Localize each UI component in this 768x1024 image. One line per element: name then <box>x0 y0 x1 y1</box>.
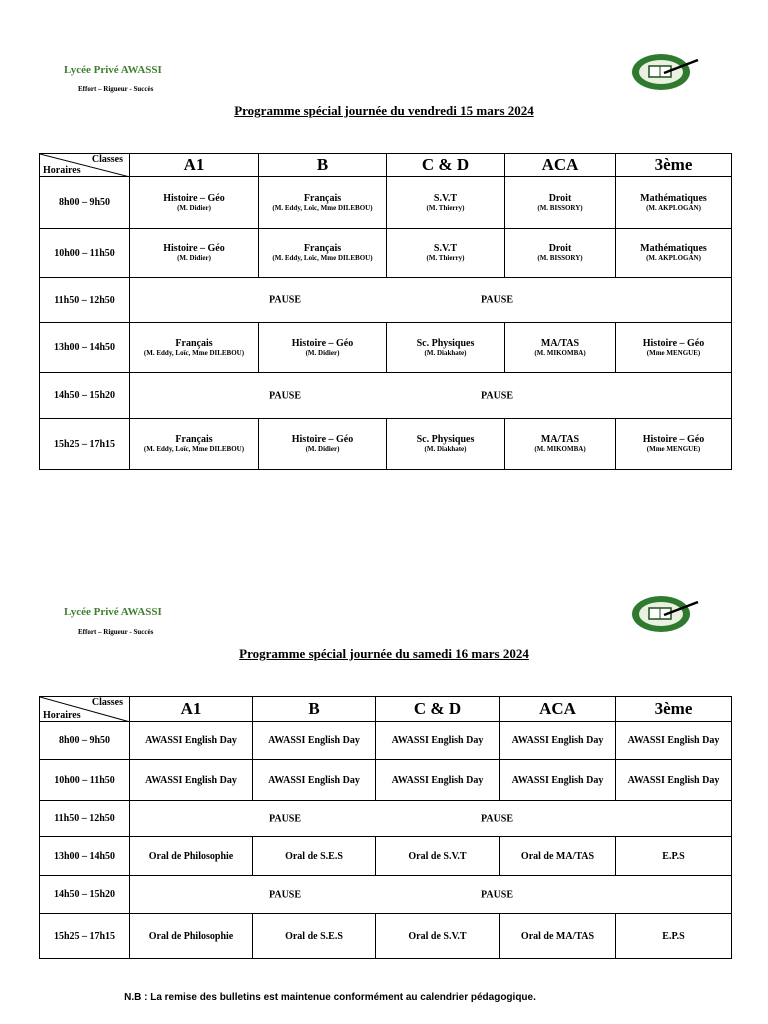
course-cell <box>130 837 253 876</box>
course-cell <box>130 419 259 470</box>
subject-name: Sc. Physiques <box>416 434 475 445</box>
course-cell <box>376 760 500 801</box>
teacher-name: (M. MIKOMBA) <box>534 445 586 453</box>
course-cell <box>505 419 616 470</box>
pause-row <box>40 373 732 419</box>
time-slot: 15h25 – 17h15 <box>40 419 130 470</box>
subject-name: E.P.S <box>662 930 685 942</box>
teacher-name: (M. MIKOMBA) <box>534 348 586 357</box>
school-logo <box>628 588 702 640</box>
subject-name: AWASSI English Day <box>145 735 237 746</box>
pause-label: PAUSE <box>269 889 302 900</box>
subject-name: Français <box>175 434 213 445</box>
table-row <box>40 229 732 278</box>
subject-name: AWASSI English Day <box>268 735 360 746</box>
teacher-name: (M. Didier) <box>177 254 211 262</box>
class-header: B <box>259 154 387 177</box>
course-cell <box>130 177 259 229</box>
school-motto: Effort – Rigueur - Succès <box>78 85 154 93</box>
class-header: ACA <box>505 154 616 177</box>
pause-row <box>40 801 732 837</box>
pause-cell <box>130 278 732 323</box>
course-cell <box>500 760 616 801</box>
pause-cell <box>130 801 732 837</box>
pause-label: PAUSE <box>269 813 302 824</box>
subject-name: MA/TAS <box>540 337 580 349</box>
table-row <box>40 914 732 959</box>
course-cell <box>130 760 253 801</box>
subject-name: Oral de Philosophie <box>148 930 234 942</box>
school-logo <box>628 46 702 98</box>
teacher-name: (M. AKPLOGAN) <box>646 203 701 212</box>
table-row <box>40 419 732 470</box>
class-header: C & D <box>376 697 500 722</box>
class-header: B <box>253 697 376 722</box>
pause-label: PAUSE <box>481 889 514 900</box>
pause-cell <box>130 373 732 419</box>
course-cell <box>259 323 387 373</box>
table-row <box>40 760 732 801</box>
class-header: C & D <box>387 154 505 177</box>
teacher-name: (M. Eddy, Loïc, Mme DILEBOU) <box>143 348 245 357</box>
pause-cell <box>130 876 732 914</box>
subject-name: Oral de S.V.T <box>408 850 467 862</box>
course-cell <box>376 837 500 876</box>
schedule-table-saturday <box>39 696 732 959</box>
subject-name: AWASSI English Day <box>511 735 604 746</box>
subject-name: AWASSI English Day <box>145 774 237 786</box>
course-cell <box>259 177 387 229</box>
course-cell <box>616 837 732 876</box>
teacher-name: (Mme MENGUE) <box>646 445 701 453</box>
course-cell <box>387 323 505 373</box>
course-cell <box>259 229 387 278</box>
teacher-name: (M. Thierry) <box>426 254 465 262</box>
teacher-name: (M. Eddy, Loïc, Mme DILEBOU) <box>143 445 245 453</box>
subject-name: Français <box>303 243 342 254</box>
course-cell <box>505 177 616 229</box>
course-cell <box>616 419 732 470</box>
school-name: Lycée Privé AWASSI <box>64 606 162 618</box>
subject-name: Droit <box>548 243 572 254</box>
subject-name: AWASSI English Day <box>511 774 604 786</box>
subject-name: Oral de S.E.S <box>285 850 343 862</box>
subject-name: AWASSI English Day <box>627 774 720 786</box>
course-cell <box>259 419 387 470</box>
course-cell <box>500 837 616 876</box>
subject-name: Histoire – Géo <box>291 434 354 445</box>
page-title-saturday: Programme spécial journée du samedi 16 mars 2024 <box>239 646 529 661</box>
teacher-name: (M. Eddy, Loïc, Mme DILEBOU) <box>272 203 373 212</box>
subject-name: Oral de Philosophie <box>148 850 234 862</box>
teacher-name: (M. Diakhate) <box>424 445 467 453</box>
teacher-name: (M. Eddy, Loïc, Mme DILEBOU) <box>272 254 373 262</box>
course-cell <box>616 722 732 760</box>
course-cell <box>253 914 376 959</box>
time-slot: 8h00 – 9h50 <box>40 177 130 229</box>
course-cell <box>376 914 500 959</box>
course-cell <box>253 722 376 760</box>
time-slot: 11h50 – 12h50 <box>40 278 130 323</box>
course-cell <box>616 760 732 801</box>
course-cell <box>253 837 376 876</box>
table-header-row <box>40 154 732 177</box>
time-slot: 10h00 – 11h50 <box>40 760 130 801</box>
subject-name: AWASSI English Day <box>627 735 720 746</box>
subject-name: Oral de S.E.S <box>285 930 343 942</box>
pause-label: PAUSE <box>481 390 514 401</box>
class-header: 3ème <box>616 697 732 722</box>
course-cell <box>500 722 616 760</box>
course-cell <box>616 229 732 278</box>
teacher-name: (M. Didier) <box>177 203 211 212</box>
teacher-name: (M. Thierry) <box>426 203 465 212</box>
course-cell <box>130 914 253 959</box>
teacher-name: (Mme MENGUE) <box>646 348 701 357</box>
pause-label: PAUSE <box>481 813 514 824</box>
classes-label: Classes <box>91 697 123 708</box>
teacher-name: (M. BISSORY) <box>537 254 583 262</box>
class-header: A1 <box>130 154 259 177</box>
course-cell <box>616 914 732 959</box>
school-motto: Effort – Rigueur - Succès <box>78 628 154 636</box>
subject-name: AWASSI English Day <box>391 735 484 746</box>
table-row <box>40 837 732 876</box>
time-slot: 11h50 – 12h50 <box>40 801 130 837</box>
teacher-name: (M. BISSORY) <box>537 203 583 212</box>
subject-name: Histoire – Géo <box>642 434 705 445</box>
subject-name: MA/TAS <box>540 434 580 445</box>
horaires-label: Horaires <box>43 165 81 176</box>
course-cell <box>387 229 505 278</box>
course-cell <box>130 722 253 760</box>
subject-name: Français <box>175 337 213 349</box>
teacher-name: (M. Diakhate) <box>424 348 467 357</box>
page-title-friday: Programme spécial journée du vendredi 15 mars 2024 <box>234 103 534 118</box>
subject-name: Oral de S.V.T <box>408 930 467 942</box>
subject-name: Oral de MA/TAS <box>520 930 595 942</box>
horaires-label: Horaires <box>43 710 81 721</box>
course-cell <box>616 177 732 229</box>
subject-name: AWASSI English Day <box>268 774 360 786</box>
course-cell <box>387 177 505 229</box>
course-cell <box>500 914 616 959</box>
subject-name: Sc. Physiques <box>416 337 475 349</box>
time-slot: 14h50 – 15h20 <box>40 876 130 914</box>
class-header: ACA <box>500 697 616 722</box>
school-name: Lycée Privé AWASSI <box>64 64 162 76</box>
time-slot: 15h25 – 17h15 <box>40 914 130 959</box>
course-cell <box>130 323 259 373</box>
time-slot: 8h00 – 9h50 <box>40 722 130 760</box>
teacher-name: (M. Didier) <box>305 348 340 357</box>
subject-name: Oral de MA/TAS <box>520 850 595 862</box>
course-cell <box>130 229 259 278</box>
class-header: 3ème <box>616 154 732 177</box>
time-slot: 10h00 – 11h50 <box>40 229 130 278</box>
footer-note: N.B : La remise des bulletins est maintenue conformément au calendrier pédagogique. <box>124 992 536 1003</box>
schedule-table-friday <box>39 153 732 470</box>
pause-label: PAUSE <box>269 294 302 306</box>
subject-name: AWASSI English Day <box>391 774 484 786</box>
table-row <box>40 177 732 229</box>
time-slot: 14h50 – 15h20 <box>40 373 130 419</box>
course-cell <box>376 722 500 760</box>
course-cell <box>387 419 505 470</box>
subject-name: E.P.S <box>662 850 685 862</box>
course-cell <box>505 229 616 278</box>
table-row <box>40 323 732 373</box>
pause-label: PAUSE <box>269 390 302 401</box>
table-row <box>40 722 732 760</box>
subject-name: S.V.T <box>433 243 458 254</box>
pause-label: PAUSE <box>481 294 514 306</box>
subject-name: Histoire – Géo <box>291 337 354 349</box>
course-cell <box>616 323 732 373</box>
pause-row <box>40 876 732 914</box>
class-header: A1 <box>130 697 253 722</box>
subject-name: Histoire – Géo <box>642 337 705 349</box>
corner-cell <box>40 697 130 722</box>
teacher-name: (M. Didier) <box>305 445 340 453</box>
subject-name: Mathématiques <box>640 243 707 254</box>
subject-name: Mathématiques <box>640 192 707 204</box>
time-slot: 13h00 – 14h50 <box>40 323 130 373</box>
pause-row <box>40 278 732 323</box>
classes-label: Classes <box>91 154 123 165</box>
teacher-name: (M. AKPLOGAN) <box>646 254 701 262</box>
subject-name: Histoire – Géo <box>163 192 225 204</box>
subject-name: Droit <box>548 192 572 204</box>
course-cell <box>505 323 616 373</box>
time-slot: 13h00 – 14h50 <box>40 837 130 876</box>
corner-cell <box>40 154 130 177</box>
subject-name: Français <box>303 192 342 204</box>
course-cell <box>253 760 376 801</box>
subject-name: S.V.T <box>433 192 458 204</box>
subject-name: Histoire – Géo <box>163 243 225 254</box>
table-header-row <box>40 697 732 722</box>
